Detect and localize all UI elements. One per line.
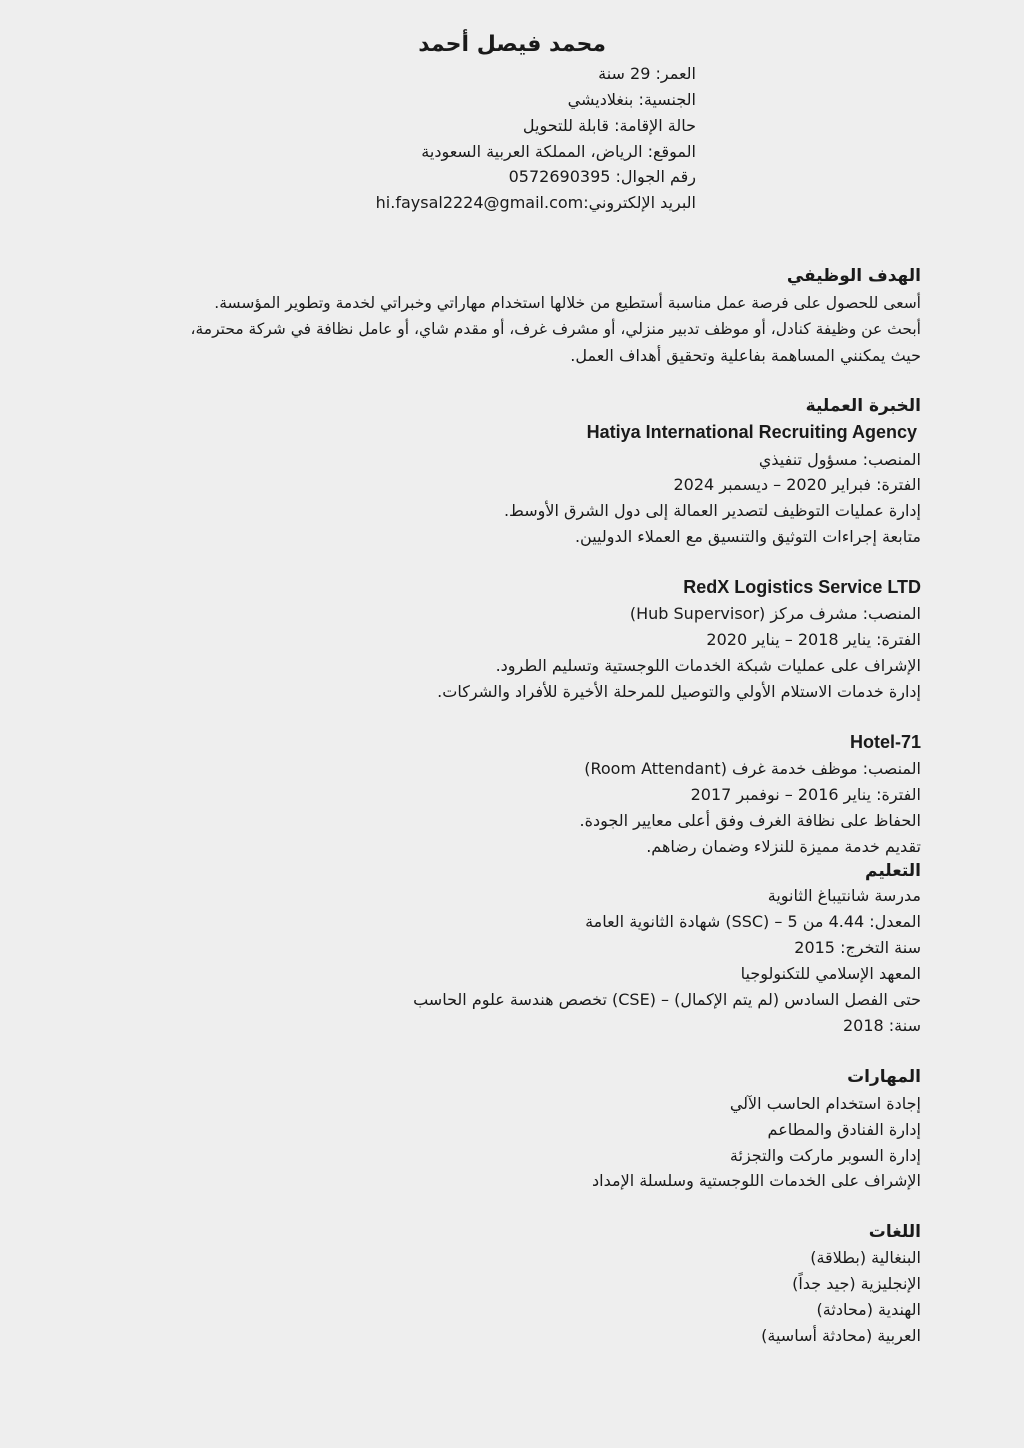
job-duty: إدارة خدمات الاستلام الأولي والتوصيل للمرحلة الأخيرة للأفراد والشركات. — [437, 682, 921, 701]
skill-item: إجادة استخدام الحاسب الآلي — [729, 1094, 921, 1113]
job-position: المنصب: مشرف مركز (Hub Supervisor) — [629, 604, 921, 623]
objective-line: أسعى للحصول على فرصة عمل مناسبة أستطيع من خلالها استخدام مهاراتي وخبراتي لخدمة وتطوير المؤسسة. — [214, 294, 921, 312]
age-line: العمر: 29 سنة — [598, 64, 696, 83]
company-name: Hatiya International Recruiting Agency — [586, 422, 917, 442]
job-period: الفترة: يناير 2016 – نوفمبر 2017 — [690, 785, 921, 804]
skill-item: إدارة السوبر ماركت والتجزئة — [729, 1146, 921, 1165]
email-line: البريد الإلكتروني:hi.faysal2224@gmail.com — [375, 193, 696, 212]
nationality-line: الجنسية: بنغلاديشي — [567, 90, 696, 109]
education-line: حتى الفصل السادس (لم يتم الإكمال) – (CSE) تخصص هندسة علوم الحاسب — [413, 990, 921, 1009]
job-duty: الإشراف على عمليات شبكة الخدمات اللوجستية وتسليم الطرود. — [495, 656, 921, 675]
job-duty: تقديم خدمة مميزة للنزلاء وضمان رضاهم. — [646, 837, 921, 856]
skill-item: الإشراف على الخدمات اللوجستية وسلسلة الإمداد — [592, 1171, 921, 1190]
job-period: الفترة: يناير 2018 – يناير 2020 — [706, 630, 921, 649]
residency-line: حالة الإقامة: قابلة للتحويل — [522, 116, 696, 135]
job-duty: الحفاظ على نظافة الغرف وفق أعلى معايير الجودة. — [579, 811, 921, 830]
company-name: RedX Logistics Service LTD — [683, 577, 921, 597]
education-line: سنة: 2018 — [842, 1016, 921, 1035]
language-item: البنغالية (بطلاقة) — [810, 1248, 921, 1267]
education-line: سنة التخرج: 2015 — [794, 938, 921, 957]
skills-heading: المهارات — [847, 1067, 921, 1087]
location-line: الموقع: الرياض، المملكة العربية السعودية — [421, 142, 696, 161]
experience-heading: الخبرة العملية — [805, 396, 921, 416]
job-period: الفترة: فبراير 2020 – ديسمبر 2024 — [673, 475, 921, 494]
education-line: مدرسة شانتيباغ الثانوية — [767, 886, 921, 905]
job-position: المنصب: موظف خدمة غرف (Room Attendant) — [584, 759, 921, 778]
job-position: المنصب: مسؤول تنفيذي — [758, 450, 921, 469]
education-line: المعهد الإسلامي للتكنولوجيا — [740, 964, 921, 983]
language-item: الإنجليزية (جيد جداً) — [792, 1274, 921, 1293]
education-line: المعدل: 4.44 من 5 – (SSC) شهادة الثانوية العامة — [585, 912, 921, 931]
languages-heading: اللغات — [868, 1222, 921, 1242]
job-duty: إدارة عمليات التوظيف لتصدير العمالة إلى دول الشرق الأوسط. — [503, 501, 921, 520]
language-item: العربية (محادثة أساسية) — [761, 1326, 921, 1345]
skill-item: إدارة الفنادق والمطاعم — [767, 1120, 921, 1139]
company-name: Hotel-71 — [849, 732, 921, 752]
objective-line: حيث يمكنني المساهمة بفاعلية وتحقيق أهداف العمل. — [570, 346, 921, 365]
job-duty: متابعة إجراءات التوثيق والتنسيق مع العملاء الدوليين. — [574, 527, 921, 546]
objective-heading: الهدف الوظيفي — [786, 266, 921, 286]
phone-line: رقم الجوال: 0572690395 — [508, 167, 696, 186]
language-item: الهندية (محادثة) — [816, 1300, 921, 1319]
education-heading: التعليم — [865, 861, 921, 881]
objective-line: أبحث عن وظيفة كنادل، أو موظف تدبير منزلي، أو مشرف غرف، أو مقدم شاي، أو عامل نظافة في شركة محترمة، — [190, 320, 921, 338]
candidate-name: محمد فيصل أحمد — [418, 32, 606, 57]
